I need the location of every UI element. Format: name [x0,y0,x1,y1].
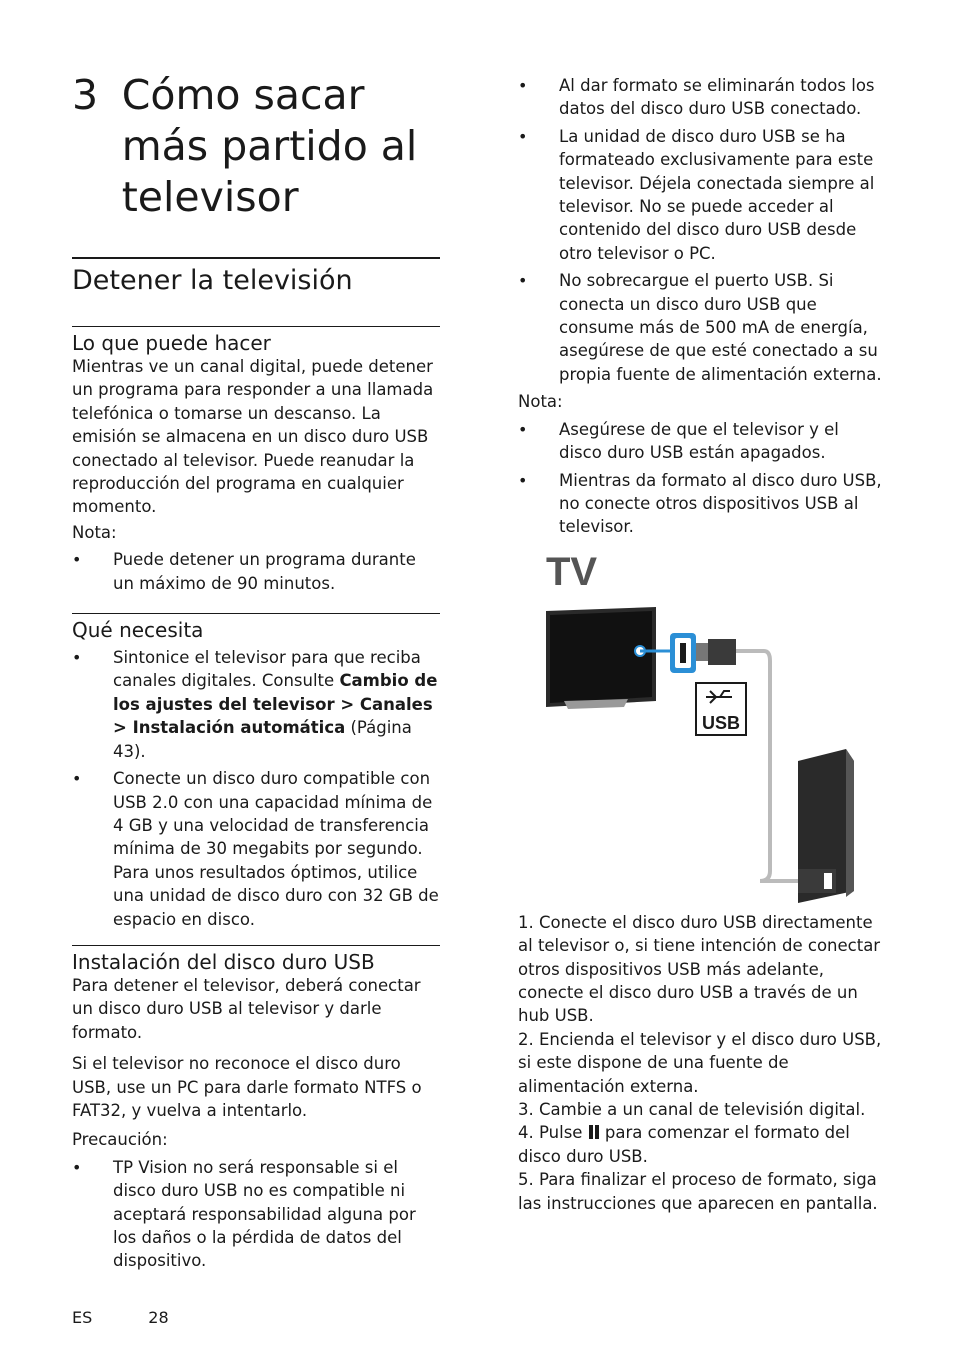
list-item: • Asegúrese de que el televisor y el disco duro USB están apagados. [518,418,882,465]
step-text: 4. Pulse [518,1123,588,1143]
steps-list [518,911,882,1215]
step-text: para comenzar el formato del disco duro USB. [518,1123,850,1166]
step-item: 5. Para finalizar el proceso de formato, siga las instrucciones que aparecen en pantalla. [518,1170,878,1213]
section-divider [72,257,440,259]
tv-icon [546,607,656,709]
cross-reference-link[interactable]: Cambio de los ajustes del televisor > Canales > Instalación automática [113,671,438,738]
list-item [72,646,440,763]
bullet-list [518,418,882,539]
list-item: • Mientras da formato al disco duro USB, no conecte otros dispositivos USB al televisor. [518,469,882,539]
list-item: • Al dar formato se eliminarán todos los datos del disco duro USB conectado. [518,74,882,121]
list-item: • No sobrecargue el puerto USB. Si conecta un disco duro USB que consume más de 500 mA de energía, asegúrese de que esté conectado a su propia fuente de alimentación externa. [518,269,882,386]
section-title: Detener la televisión [72,265,353,296]
usb-logo-icon [696,683,746,735]
list-item-text: Sintonice el televisor para que reciba canales digitales. Consulte [113,648,421,691]
step-item: 3. Cambie a un canal de televisión digital. [518,1099,866,1119]
subsection-title-what-you-can-do: Lo que puede hacer [72,331,271,355]
left-column [72,70,440,1277]
pause-icon [588,1125,600,1139]
list-item: • La unidad de disco duro USB se ha formateado exclusivamente para este televisor. Déjela conectada siempre al televisor. No se puede acceder al contenido del disco duro USB desde otro televisor o PC. [518,125,882,265]
list-item: • Conecte un disco duro compatible con USB 2.0 con una capacidad mínima de 4 GB y una velocidad de transferencia mínima de 30 megabits por segundo. Para unos resultados óptimos, utilice una unidad de disco duro con 32 GB de espacio en disco. [72,767,440,931]
list-item-text: (Página 43). [113,718,412,761]
paragraph: Para detener el televisor, deberá conectar un disco duro USB al televisor y darle formato. [72,975,421,1042]
usb-logo-label: USB [701,712,741,733]
subsection-divider [72,326,440,327]
step-item [518,1121,882,1168]
subsection-divider [72,613,440,614]
bullet-list [72,548,440,595]
language-code: ES [72,1308,93,1327]
subsection-title-install-usb-disk: Instalación del disco duro USB [72,949,375,974]
caution-label: Precaución: [72,1130,168,1150]
page-footer [72,1308,169,1327]
bullet-list [72,646,440,931]
tv-label: TV [546,550,598,594]
subsection-title-what-you-need: Qué necesita [72,618,204,643]
subsection-divider [72,945,440,946]
note-label: Nota: [72,522,117,542]
step-item: 2. Encienda el televisor y el disco duro USB, si este dispone de una fuente de alimentación externa. [518,1029,882,1096]
list-item: • TP Vision no será responsable si el disco duro USB no es compatible ni aceptará responsabilidad alguna por los daños o la pérdida de datos del dispositivo. [72,1156,440,1273]
diagram-svg [518,551,882,911]
page-number: 28 [148,1308,169,1327]
chapter-title [72,70,440,223]
usb-port-icon [670,633,696,673]
usb-plug-icon [696,639,736,665]
step-item: 1. Conecte el disco duro USB directamente al televisor o, si tiene intención de conectar otros dispositivos USB más adelante, conecte el disco duro USB a través de un hub USB. [518,912,881,1026]
right-column [518,74,882,1215]
paragraph: Si el televisor no reconoce el disco duro USB, use un PC para darle formato NTFS o FAT32, y vuelva a intentarlo. [72,1054,422,1120]
note-label: Nota: [518,392,563,412]
list-item: • Puede detener un programa durante un máximo de 90 minutos. [72,548,440,595]
usb-connection-diagram [518,551,882,911]
bullet-list [72,1156,440,1273]
chapter-number: 3 [72,71,99,119]
bullet-list [518,74,882,386]
chapter-title-text: Cómo sacar más partido al televisor [121,71,418,221]
paragraph: Mientras ve un canal digital, puede detener un programa para responder a una llamada telefónica o tomarse un descanso. La emisión se almacena en un disco duro USB conectado al televisor. Puede reanudar la reproducción del programa en cualquier momento. [72,357,434,517]
hard-disk-icon [798,749,854,903]
